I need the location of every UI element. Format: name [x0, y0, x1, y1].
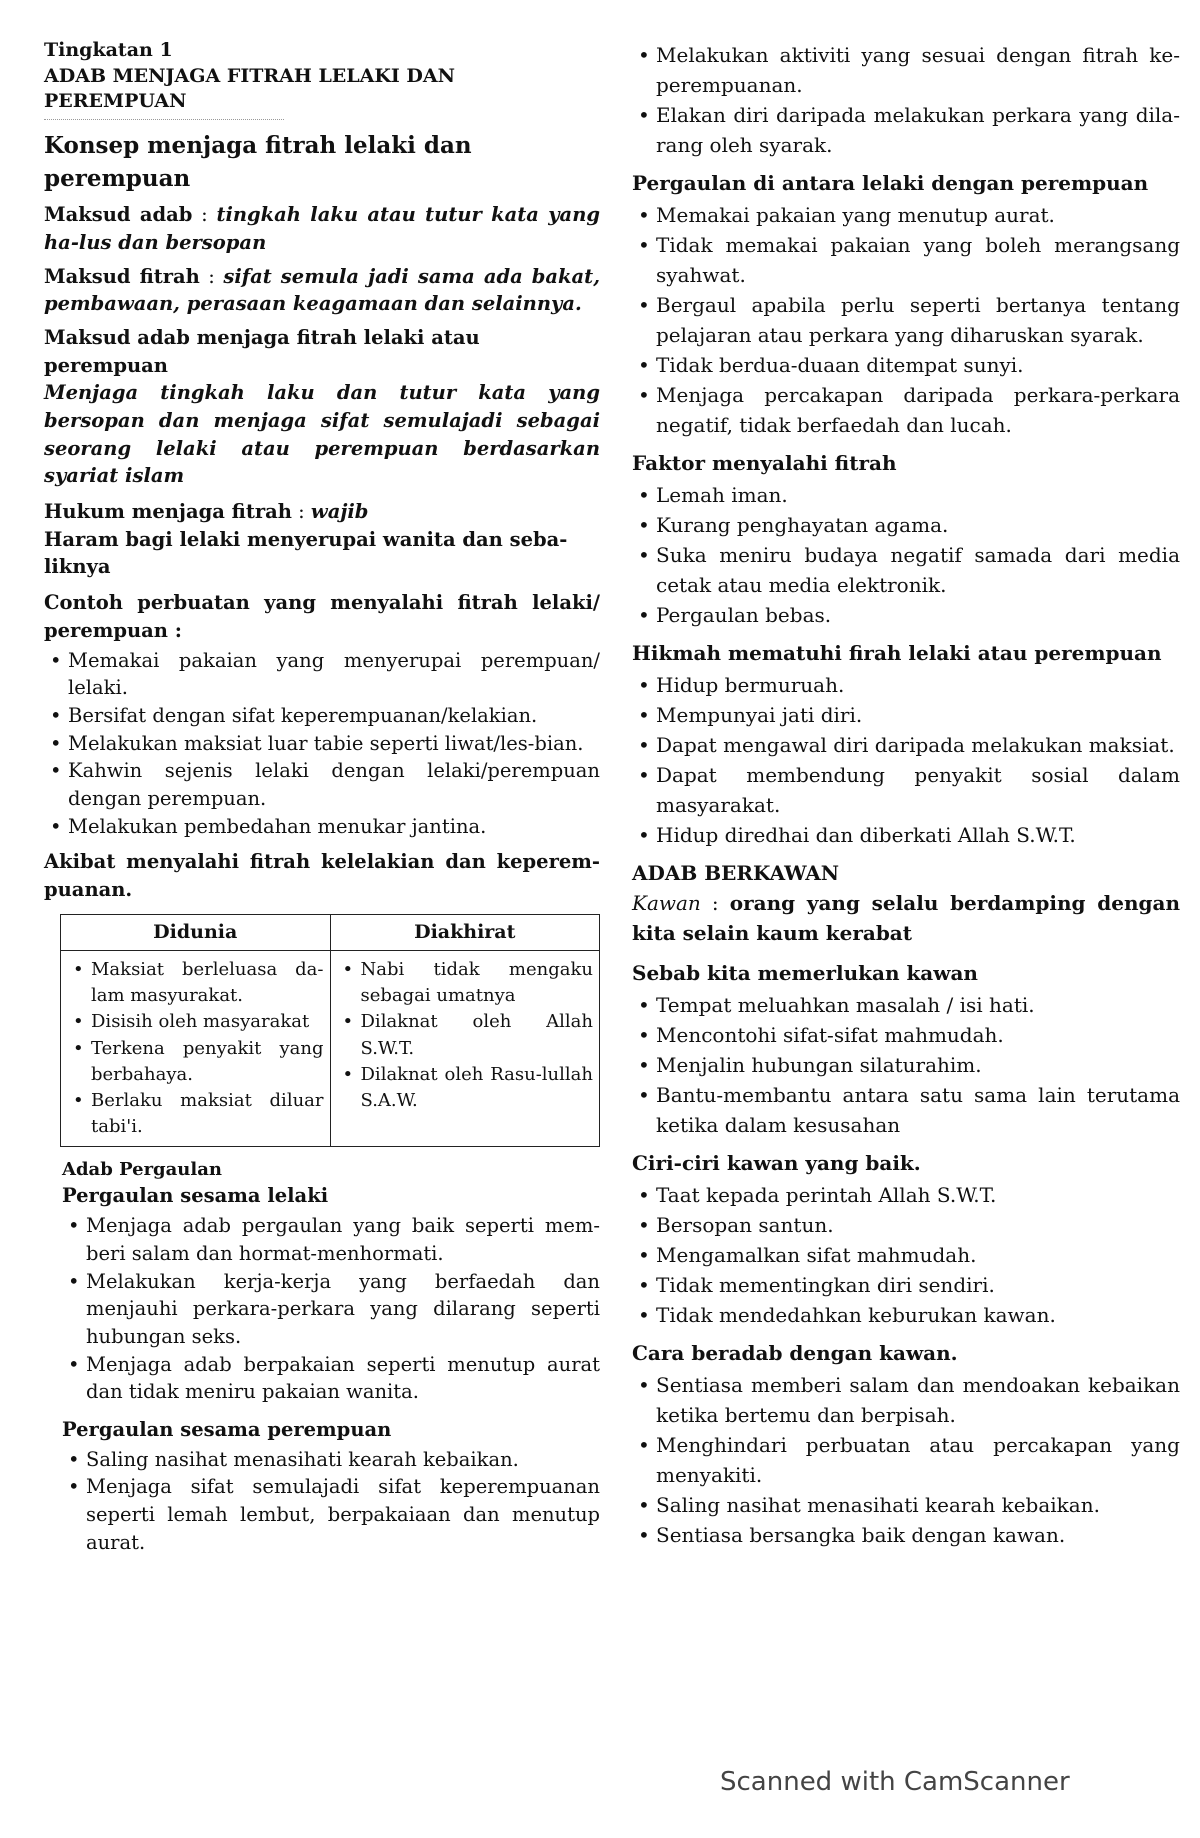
factors-list	[632, 480, 1180, 630]
list-item: • Kurang penghayatan agama.	[632, 510, 1180, 540]
list-item: • Terkena penyakit yang berbahaya.	[67, 1036, 324, 1088]
adab-label: Maksud adab	[44, 203, 193, 227]
list-item: • Tidak memakai pakaian yang boleh merangsang syahwat.	[632, 230, 1180, 290]
hukum-sep: :	[291, 500, 311, 524]
list-item: • Bersopan santun.	[632, 1210, 1180, 1240]
adab-fitrah-text: Menjaga tingkah laku dan tutur kata yang bersopan dan menjaga sifat semulajadi sebagai seorang lelaki atau perempuan berdasarkan syariat islam	[44, 381, 600, 488]
friendship-heading: ADAB BERKAWAN	[632, 861, 840, 885]
mixed-list	[632, 200, 1180, 440]
list-item: • Suka meniru budaya negatif samada dari media cetak atau media elektronik.	[632, 540, 1180, 600]
list-item: • Tidak mendedahkan keburukan kawan.	[632, 1300, 1180, 1330]
need-heading: Sebab kita memerlukan kawan	[632, 961, 978, 985]
list-item: • Melakukan aktiviti yang sesuai dengan fitrah ke-perempuanan.	[632, 40, 1180, 100]
list-item: • Melakukan pembedahan menukar jantina.	[44, 813, 600, 841]
list-item: • Bantu-membantu antara satu sama lain terutama ketika dalam kesusahan	[632, 1080, 1180, 1140]
concept-heading: Konsep menjaga fitrah lelaki dan perempuan	[44, 131, 472, 192]
list-item: • Kahwin sejenis lelaki dengan lelaki/perempuan dengan perempuan.	[44, 757, 600, 812]
wisdom-heading: Hikmah mematuhi firah lelaki atau perempuan	[632, 641, 1162, 665]
factors-heading: Faktor menyalahi fitrah	[632, 451, 897, 475]
list-item: • Tidak mementingkan diri sendiri.	[632, 1270, 1180, 1300]
list-item: • Saling nasihat menasihati kearah kebaikan.	[62, 1446, 600, 1474]
list-item: • Mencontohi sifat-sifat mahmudah.	[632, 1020, 1180, 1050]
need-list	[632, 990, 1180, 1140]
kawan-text: orang yang selalu berdamping dengan kita selain kaum kerabat	[632, 891, 1180, 945]
kawan-sep: :	[700, 891, 730, 915]
level-label: Tingkatan 1	[44, 39, 173, 61]
list-item: • Menjalin hubungan silaturahim.	[632, 1050, 1180, 1080]
adab-text: tingkah laku atau tutur kata yang ha-lus dan bersopan	[44, 203, 601, 254]
list-item: • Lemah iman.	[632, 480, 1180, 510]
right-column	[632, 38, 1180, 1558]
kawan-definition	[632, 888, 1180, 948]
female-heading: Pergaulan sesama perempuan	[62, 1417, 392, 1441]
list-item: • Bergaul apabila perlu seperti bertanya tentang pelajaran atau perkara yang diharuskan syarak.	[632, 290, 1180, 350]
list-item: • Memakai pakaian yang menutup aurat.	[632, 200, 1180, 230]
list-item: • Saling nasihat menasihati kearah kebaikan.	[632, 1490, 1180, 1520]
list-item: • Dapat mengawal diri daripada melakukan maksiat.	[632, 730, 1180, 760]
list-item: • Melakukan kerja-kerja yang berfaedah dan menjauhi perkara-perkara yang dilarang seperti hubungan seks.	[62, 1268, 600, 1351]
male-list	[62, 1212, 600, 1406]
list-item: • Nabi tidak mengaku sebagai umatnya	[337, 957, 594, 1009]
page-title-line1: ADAB MENJAGA FITRAH LELAKI DAN	[44, 64, 455, 87]
list-item: • Sentiasa bersangka baik dengan kawan.	[632, 1520, 1180, 1550]
list-item: • Berlaku maksiat diluar tabi'i.	[67, 1088, 324, 1140]
adab-pergaulan-heading: Adab Pergaulan	[62, 1158, 222, 1180]
list-item: • Melakukan maksiat luar tabie seperti liwat/les-bian.	[44, 730, 600, 758]
list-item: • Dilaknat oleh Rasu-lullah S.A.W.	[337, 1062, 594, 1114]
wisdom-list	[632, 670, 1180, 850]
list-item: • Menjaga adab berpakaian seperti menutup aurat dan tidak meniru pakaian wanita.	[62, 1351, 600, 1406]
list-item: • Elakan diri daripada melakukan perkara yang dila-rang oleh syarak.	[632, 100, 1180, 160]
examples-heading: Contoh perbuatan yang menyalahi fitrah lelaki/ perempuan :	[44, 591, 600, 642]
consequences-table	[60, 914, 600, 1147]
list-item: • Disisih oleh masyarakat	[67, 1009, 324, 1035]
manner-list	[632, 1370, 1180, 1550]
left-column	[44, 38, 600, 1564]
haram-text: Haram bagi lelaki menyerupai wanita dan seba-liknya	[44, 527, 568, 579]
adab-fitrah-label: Maksud adab menjaga fitrah lelaki atau perempuan	[44, 325, 480, 377]
scanner-watermark: Scanned with CamScanner	[720, 1767, 1070, 1797]
list-item: • Tidak berdua-duaan ditempat sunyi.	[632, 350, 1180, 380]
hukum-text: wajib	[310, 500, 369, 524]
mixed-heading: Pergaulan di antara lelaki dengan perempuan	[632, 171, 1149, 195]
page-title-line2: PEREMPUAN	[44, 90, 187, 113]
list-item: • Dilaknat oleh Allah S.W.T.	[337, 1009, 594, 1061]
list-item: • Pergaulan bebas.	[632, 600, 1180, 630]
examples-list	[44, 647, 600, 841]
fitrah-sep: :	[199, 264, 224, 288]
traits-list	[632, 1180, 1180, 1330]
list-item: • Menjaga adab pergaulan yang baik seperti mem-beri salam dan hormat-menhormati.	[62, 1212, 600, 1267]
adab-definition	[44, 201, 600, 256]
kawan-label: Kawan	[632, 891, 701, 915]
list-item: • Bersifat dengan sifat keperempuanan/kelakian.	[44, 702, 600, 730]
list-item: • Sentiasa memberi salam dan mendoakan kebaikan ketika bertemu dan berpisah.	[632, 1370, 1180, 1430]
consequences-heading: Akibat menyalahi fitrah kelelakian dan keperem-puanan.	[44, 850, 600, 902]
traits-heading: Ciri-ciri kawan yang baik.	[632, 1151, 921, 1175]
male-heading: Pergaulan sesama lelaki	[62, 1184, 329, 1208]
list-item: • Mempunyai jati diri.	[632, 700, 1180, 730]
col-header-hereafter: Diakhirat	[330, 914, 600, 951]
hukum-label: Hukum menjaga fitrah	[44, 500, 292, 524]
list-item: • Hidup bermuruah.	[632, 670, 1180, 700]
adab-sep: :	[192, 203, 217, 227]
col-header-world: Didunia	[61, 914, 331, 951]
continued-female-list	[632, 40, 1180, 160]
fitrah-label: Maksud fitrah	[44, 264, 200, 288]
list-item: • Mengamalkan sifat mahmudah.	[632, 1240, 1180, 1270]
list-item: • Menjaga sifat semulajadi sifat keperempuanan seperti lemah lembut, berpakaiaan dan menutup aurat.	[62, 1473, 600, 1556]
list-item: • Tempat meluahkan masalah / isi hati.	[632, 990, 1180, 1020]
dotted-divider	[44, 119, 284, 120]
list-item: • Memakai pakaian yang menyerupai perempuan/ lelaki.	[44, 647, 600, 702]
hukum-line	[44, 498, 600, 526]
list-item: • Menghindari perbuatan atau percakapan yang menyakiti.	[632, 1430, 1180, 1490]
female-list	[62, 1446, 600, 1557]
list-item: • Hidup diredhai dan diberkati Allah S.W.T.	[632, 820, 1180, 850]
list-item: • Taat kepada perintah Allah S.W.T.	[632, 1180, 1180, 1210]
list-item: • Maksiat berleluasa da-lam masyurakat.	[67, 957, 324, 1009]
manner-heading: Cara beradab dengan kawan.	[632, 1341, 958, 1365]
fitrah-definition	[44, 263, 600, 318]
world-cell	[61, 951, 331, 1147]
list-item: • Menjaga percakapan daripada perkara-perkara negatif, tidak berfaedah dan lucah.	[632, 380, 1180, 440]
list-item: • Dapat membendung penyakit sosial dalam masyarakat.	[632, 760, 1180, 820]
hereafter-cell	[330, 951, 600, 1147]
fitrah-text: sifat semula jadi sama ada bakat, pembawaan, perasaan keagamaan dan selainnya.	[44, 264, 600, 316]
